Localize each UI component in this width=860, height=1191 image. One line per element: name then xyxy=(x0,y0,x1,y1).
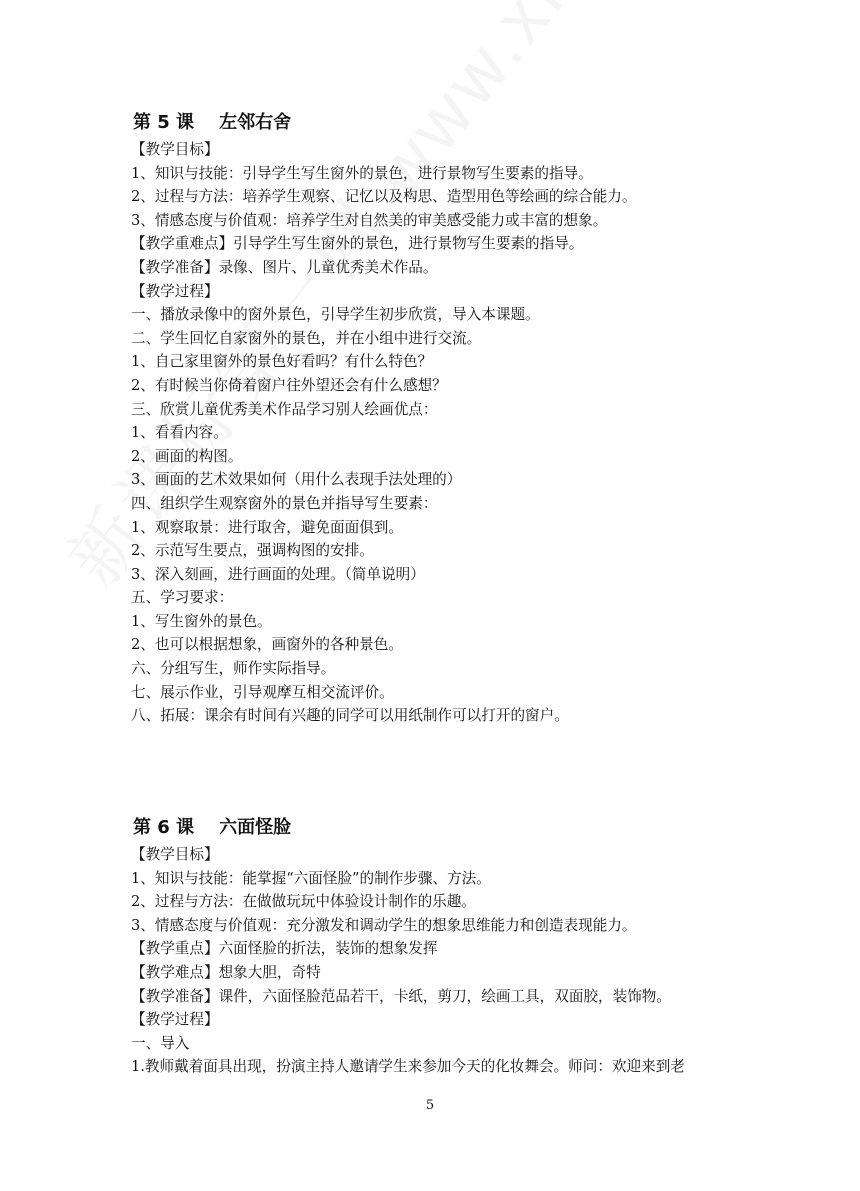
text-line: 1、知识与技能：能掌握“六面怪脸”的制作步骤、方法。 xyxy=(131,869,491,887)
text-line: 3、深入刻画，进行画面的处理。（简单说明） xyxy=(131,565,425,583)
lesson-6-section xyxy=(133,813,773,1079)
text-line: 一、播放录像中的窗外景色，引导学生初步欣赏，导入本课题。 xyxy=(131,306,540,324)
text-line: 1、知识与技能：引导学生写生窗外的景色，进行景物写生要素的指导。 xyxy=(131,164,593,182)
text-line: 2、过程与方法：在做做玩玩中体验设计制作的乐趣。 xyxy=(131,893,476,911)
text-line: 2、过程与方法：培养学生观察、记忆以及构思、造型用色等绘画的综合能力。 xyxy=(131,188,637,206)
text-line: 3、画面的艺术效果如何（用什么表现手法处理的） xyxy=(131,471,462,489)
lesson-5-section xyxy=(133,108,773,728)
text-line: 【教学难点】想象大胆，奇特 xyxy=(131,963,321,981)
text-line: 四、组织学生观察窗外的景色并指导写生要素： xyxy=(131,494,438,512)
text-line: 【教学重点】六面怪脸的折法，装饰的想象发挥 xyxy=(131,940,438,958)
text-line: 【教学重难点】引导学生写生窗外的景色，进行景物写生要素的指导。 xyxy=(131,235,584,253)
text-line: 1、观察取景：进行取舍，避免面面俱到。 xyxy=(131,518,403,536)
text-line: 3、情感态度与价值观：培养学生对自然美的审美感受能力或丰富的想象。 xyxy=(131,211,608,229)
text-line: 【教学过程】 xyxy=(131,1011,219,1029)
lesson-title: 第 6 课 六面怪脸 xyxy=(133,817,292,838)
text-line: 1、自己家里窗外的景色好看吗？有什么特色？ xyxy=(131,353,433,371)
text-line: 【教学准备】课件，六面怪脸范品若干，卡纸，剪刀，绘画工具，双面胶，装饰物。 xyxy=(131,987,671,1005)
text-line: 五、学习要求： xyxy=(131,589,234,607)
text-line: 【教学目标】 xyxy=(131,141,219,158)
text-line: 1、写生窗外的景色。 xyxy=(131,612,272,630)
text-line: 七、展示作业，引导观摩互相交流评价。 xyxy=(131,683,394,701)
text-line: 2、画面的构图。 xyxy=(131,447,243,465)
text-line: 八、拓展：课余有时间有兴趣的同学可以用纸制作可以打开的窗户。 xyxy=(131,707,569,725)
text-line: 【教学目标】 xyxy=(131,846,219,863)
text-line: 六、分组写生，师作实际指导。 xyxy=(131,660,336,678)
text-line: 2、示范写生要点，强调构图的安排。 xyxy=(131,542,374,560)
page-number: 5 xyxy=(425,1098,435,1113)
text-line: 【教学过程】 xyxy=(131,282,219,300)
text-line: 2、也可以根据想象，画窗外的各种景色。 xyxy=(131,636,403,654)
text-line: 1.教师戴着面具出现，扮演主持人邀请学生来参加今天的化妆舞会。师问：欢迎来到老 xyxy=(131,1058,685,1076)
text-line: 2、有时候当你倚着窗户往外望还会有什么感想？ xyxy=(131,376,447,394)
text-line: 【教学准备】录像、图片、儿童优秀美术作品。 xyxy=(131,258,438,276)
text-line: 三、欣赏儿童优秀美术作品学习别人绘画优点： xyxy=(131,400,438,418)
text-line: 3、情感态度与价值观：充分激发和调动学生的想象思维能力和创造表现能力。 xyxy=(131,916,637,934)
text-line: 1、看看内容。 xyxy=(131,424,228,442)
text-line: 二、学生回忆自家窗外的景色，并在小组中进行交流。 xyxy=(131,329,482,347)
lesson-title: 第 5 课 左邻右舍 xyxy=(133,112,292,133)
text-line: 一、导入 xyxy=(131,1034,190,1052)
